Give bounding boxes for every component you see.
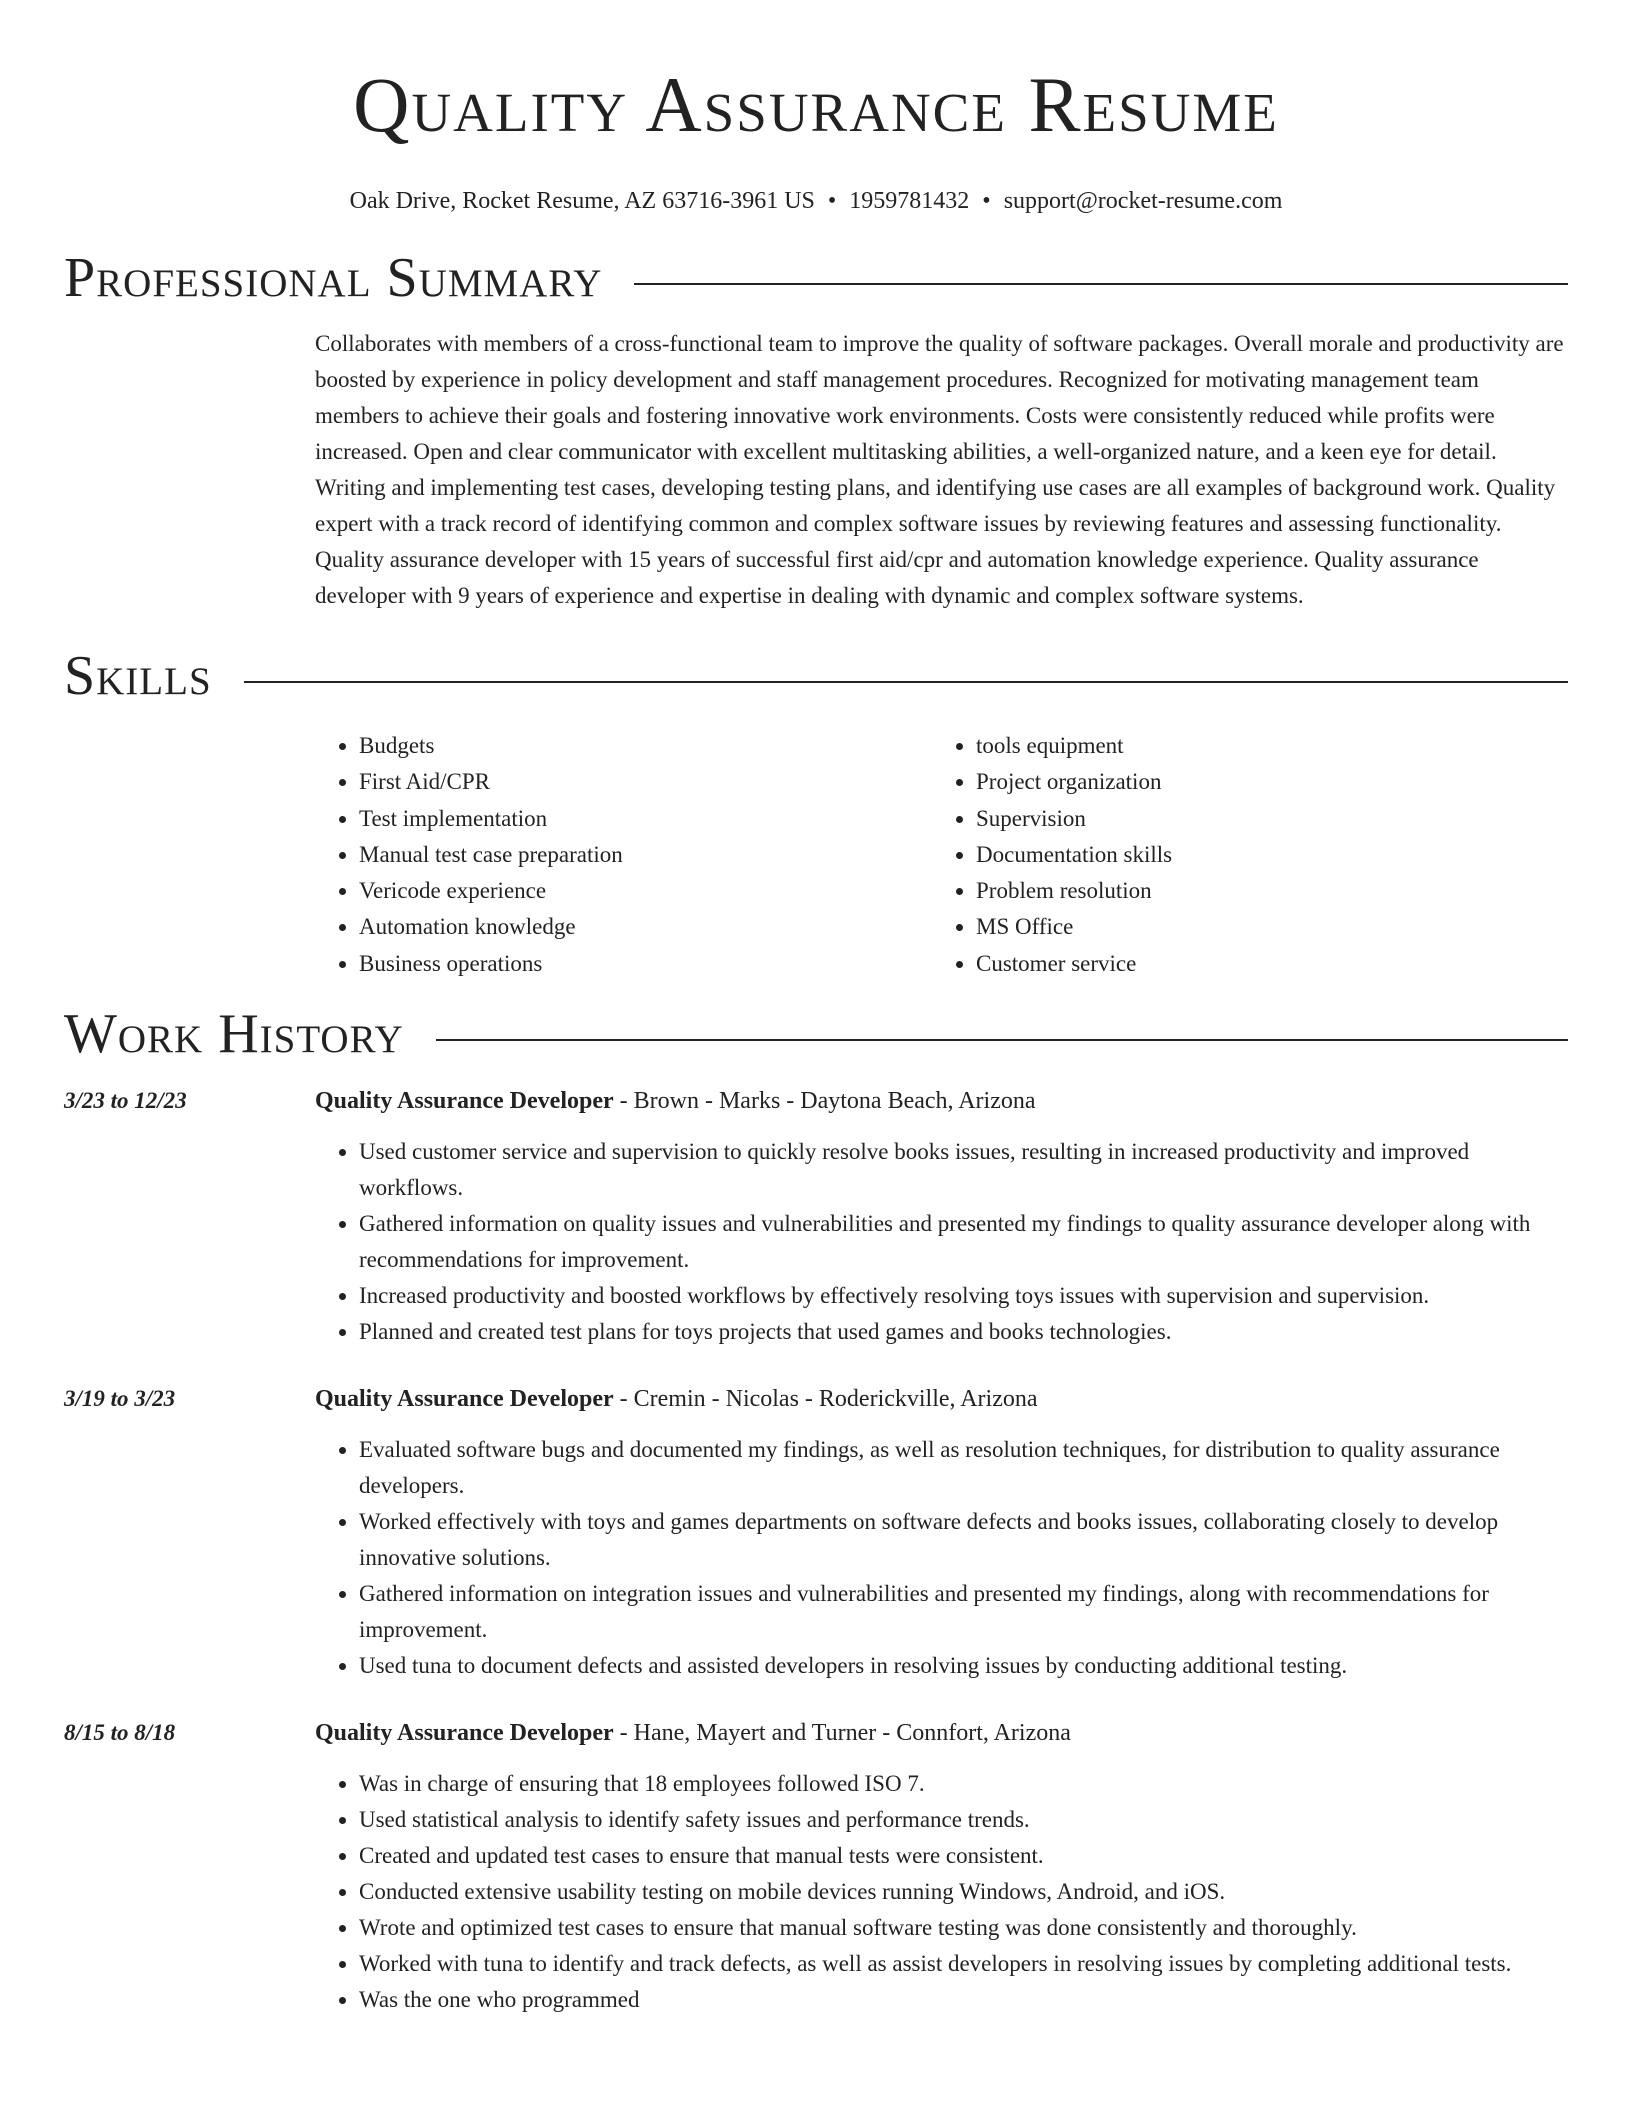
skill-item: • Vericode experience — [359, 873, 932, 909]
job-content — [315, 1718, 1568, 2018]
skill-item: • Supervision — [976, 801, 1172, 837]
resume-title: Quality Assurance Resume — [353, 61, 1279, 148]
job-bullet: • Worked with tuna to identify and track defects, as well as assist developers in resolving issues by completing additional tests. — [359, 1946, 1568, 1982]
skill-item: • tools equipment — [976, 728, 1172, 764]
skill-item: • First Aid/CPR — [359, 764, 932, 800]
job-bullet: • Worked effectively with toys and games departments on software defects and books issues, collaborating closely to develop innovative solutions. — [359, 1504, 1568, 1576]
skills-column-left — [315, 728, 932, 982]
job-title: Quality Assurance Developer — [315, 1088, 614, 1115]
job-bullet: • Evaluated software bugs and documented my findings, as well as resolution techniques, for distribution to quality assurance developers. — [359, 1432, 1568, 1504]
job-bullet: • Gathered information on quality issues and vulnerabilities and presented my findings to quality assurance developer along with recommendations for improvement. — [359, 1206, 1568, 1278]
contact-separator: • — [827, 188, 837, 214]
job-bullet: • Increased productivity and boosted workflows by effectively resolving toys issues with supervision and supervision. — [359, 1278, 1568, 1314]
resume-page — [64, 0, 1568, 2018]
section-divider — [436, 1039, 1568, 1041]
job-heading — [315, 1086, 1568, 1116]
job-entry — [64, 1718, 1568, 2018]
skill-item: • Budgets — [359, 728, 932, 764]
job-bullets — [315, 1766, 1568, 2018]
job-bullets — [315, 1432, 1568, 1684]
skill-item: • Business operations — [359, 946, 932, 982]
contact-separator: • — [982, 188, 991, 214]
job-bullet: • Used tuna to document defects and assisted developers in resolving issues by conducting additional testing. — [359, 1648, 1568, 1684]
skill-item: • Test implementation — [359, 801, 932, 837]
job-dates: 3/19 to 3/23 — [64, 1386, 176, 1412]
job-bullet: • Planned and created test plans for toys projects that used games and books technologies. — [359, 1314, 1568, 1350]
job-title: Quality Assurance Developer — [315, 1386, 614, 1413]
summary-heading: Professional Summary — [64, 247, 603, 309]
summary-text: Collaborates with members of a cross-functional team to improve the quality of software packages. Overall morale and productivity are boosted by experience in policy development and staff management procedures. Recognized for motivating management team members to achieve their goals and fostering innovative work environments. Costs were consistently reduced while profits were increased. Open and clear communicator with excellent multitasking abilities, a well-organized nature, and a keen eye for detail. Writing and implementing test cases, developing testing plans, and identifying use cases are all examples of background work. Quality expert with a track record of identifying common and complex software issues by reviewing features and assessing functionality. Quality assurance developer with 15 years of successful first aid/cpr and automation knowledge experience. Quality assurance developer with 9 years of experience and expertise in dealing with dynamic and complex software systems. — [315, 331, 1564, 608]
job-bullet: • Created and updated test cases to ensure that manual tests were consistent. — [359, 1838, 1568, 1874]
contact-email: support@rocket-resume.com — [1003, 188, 1283, 214]
section-divider — [634, 283, 1568, 285]
job-employer: - Hane, Mayert and Turner - Connfort, Arizona — [613, 1720, 1071, 1747]
contact-address: Oak Drive, Rocket Resume, AZ 63716-3961 US — [349, 188, 815, 214]
skills-column-right — [932, 728, 1172, 982]
job-bullets — [315, 1134, 1568, 1350]
job-title: Quality Assurance Developer — [315, 1720, 614, 1747]
skill-item: • Problem resolution — [976, 873, 1172, 909]
job-bullet: • Gathered information on integration issues and vulnerabilities and presented my findings, along with recommendations for improvement. — [359, 1576, 1568, 1648]
job-heading — [315, 1384, 1568, 1414]
summary-body — [315, 326, 1568, 614]
job-content — [315, 1384, 1568, 1684]
skills-list — [315, 728, 1568, 982]
skill-item: • Customer service — [976, 946, 1172, 982]
job-entry — [64, 1086, 1568, 1350]
job-dates: 8/15 to 8/18 — [64, 1720, 176, 1746]
skill-item: • Automation knowledge — [359, 909, 932, 945]
job-bullet: • Was in charge of ensuring that 18 employees followed ISO 7. — [359, 1766, 1568, 1802]
job-bullet: • Was the one who programmed — [359, 1982, 1568, 2018]
job-bullet: • Wrote and optimized test cases to ensure that manual software testing was done consistently and thoroughly. — [359, 1910, 1568, 1946]
work-section-header — [64, 1000, 1568, 1068]
skill-item: • Documentation skills — [976, 837, 1172, 873]
skills-heading: Skills — [64, 645, 212, 707]
job-bullet: • Conducted extensive usability testing on mobile devices running Windows, Android, and iOS. — [359, 1874, 1568, 1910]
summary-section-header — [64, 244, 1568, 312]
contact-line — [64, 186, 1568, 216]
job-entry — [64, 1384, 1568, 1684]
section-divider — [244, 681, 1568, 683]
skill-item: • MS Office — [976, 909, 1172, 945]
job-content — [315, 1086, 1568, 1350]
skill-item: • Manual test case preparation — [359, 837, 932, 873]
job-dates: 3/23 to 12/23 — [64, 1088, 187, 1114]
job-employer: - Cremin - Nicolas - Roderickville, Arizona — [613, 1386, 1038, 1413]
job-employer: - Brown - Marks - Daytona Beach, Arizona — [613, 1088, 1036, 1115]
job-bullet: • Used customer service and supervision to quickly resolve books issues, resulting in increased productivity and improved workflows. — [359, 1134, 1568, 1206]
skills-section-header — [64, 642, 1568, 710]
work-heading: Work History — [64, 1003, 404, 1066]
job-heading — [315, 1718, 1568, 1748]
skill-item: • Project organization — [976, 764, 1172, 800]
contact-phone: 1959781432 — [849, 188, 970, 214]
job-bullet: • Used statistical analysis to identify safety issues and performance trends. — [359, 1802, 1568, 1838]
